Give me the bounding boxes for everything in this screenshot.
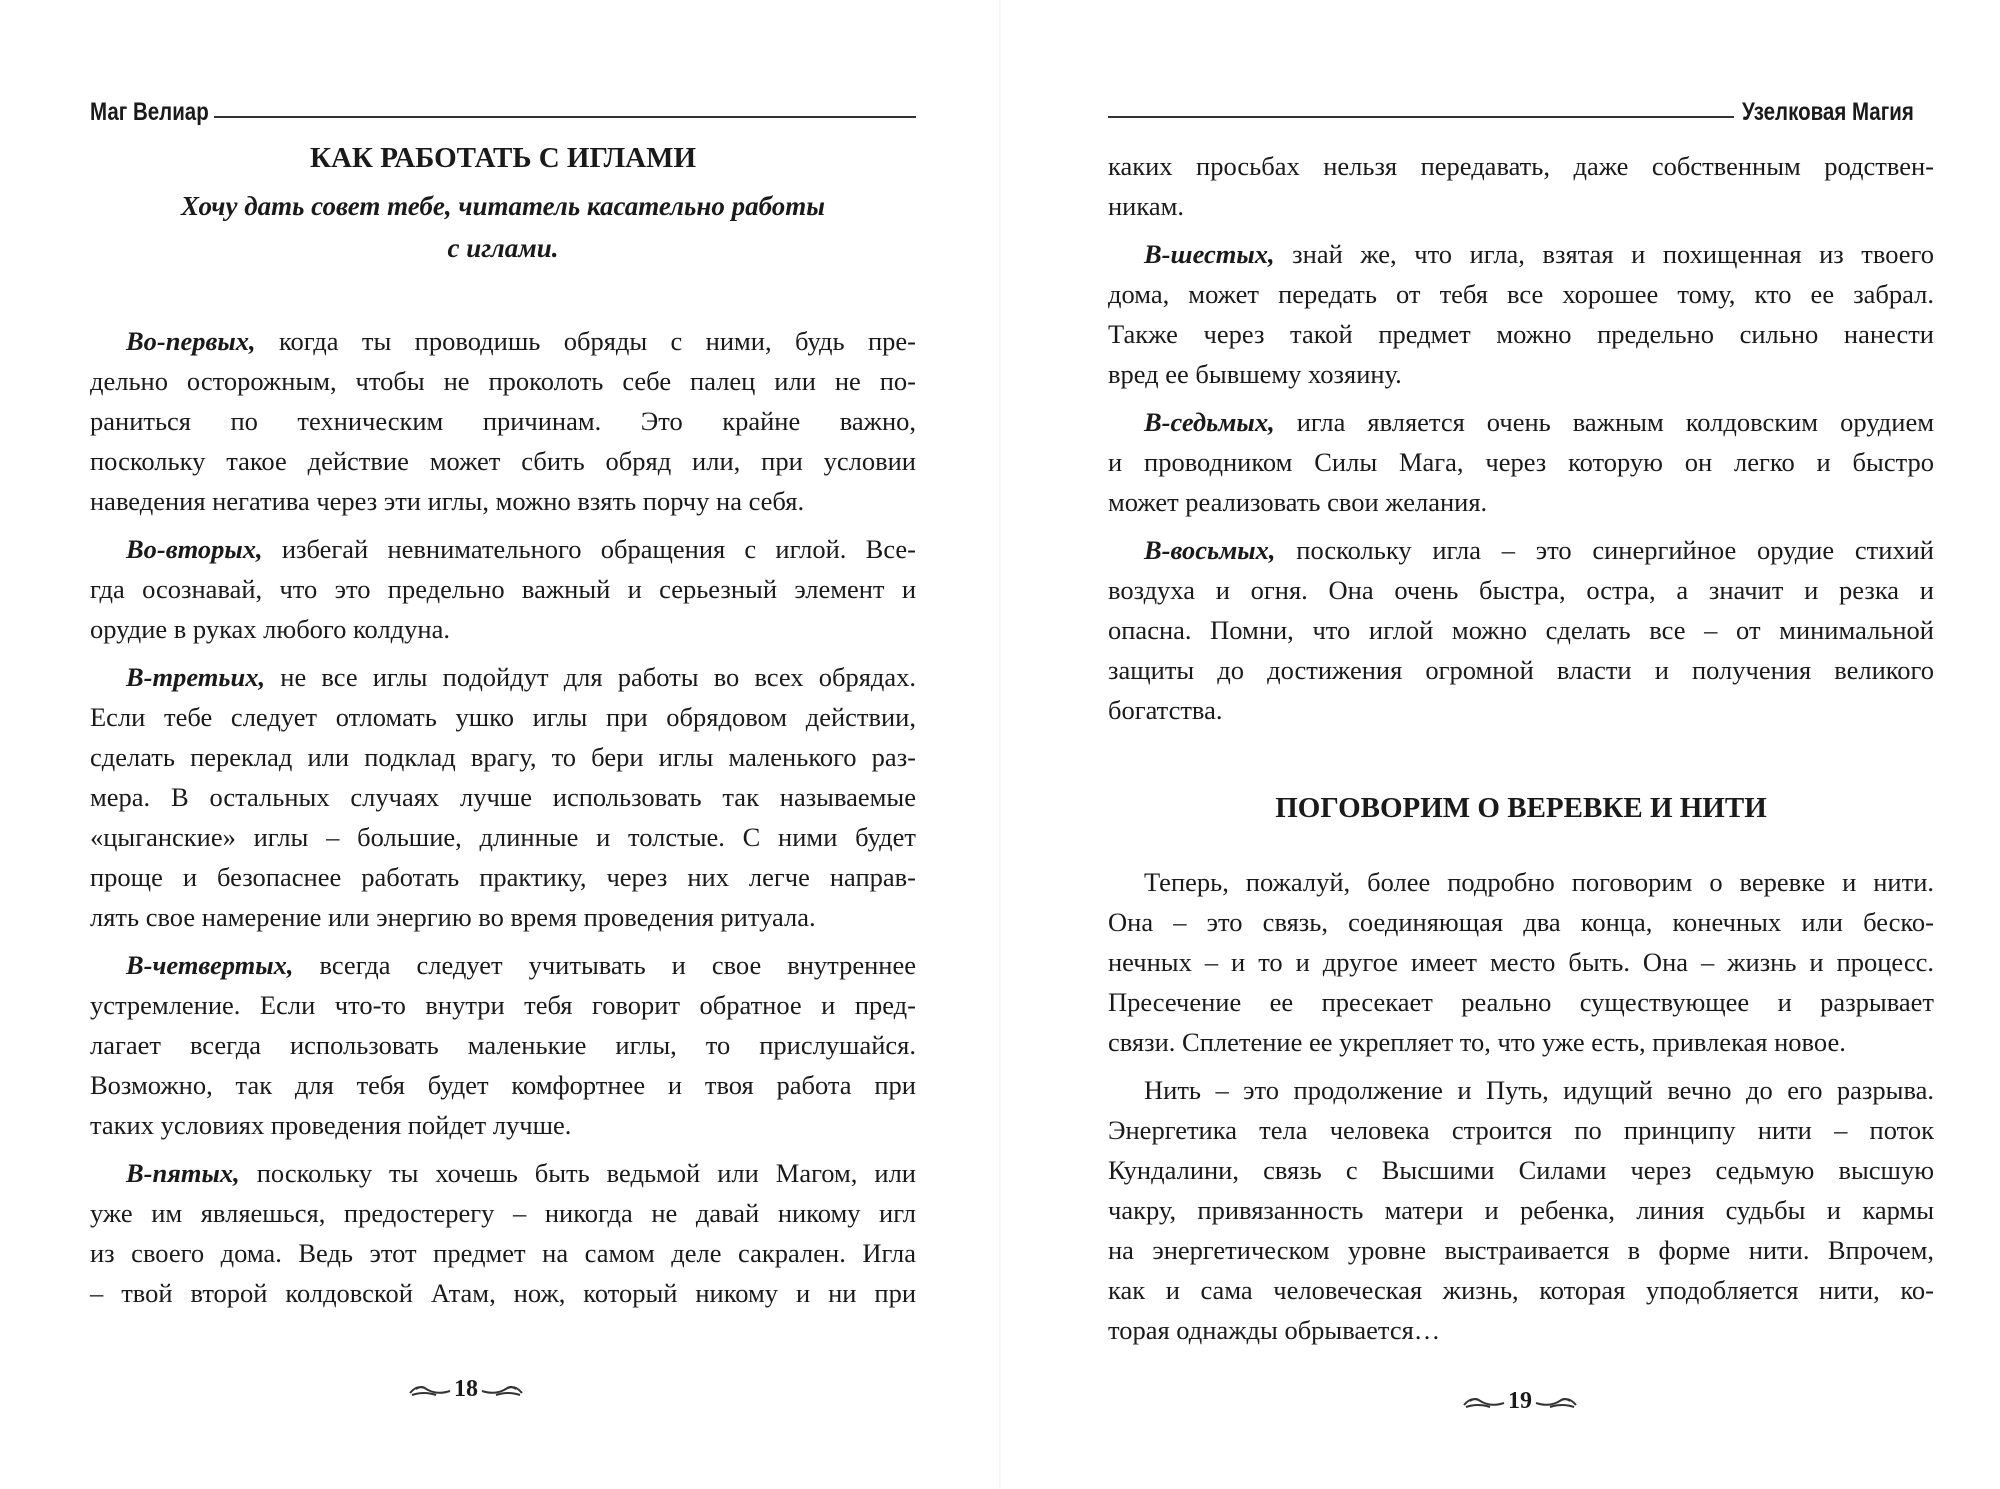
line-text: Если тебе следует отломать ушко иглы при обрядовом действии, — [90, 702, 916, 732]
ornament-icon — [1462, 1393, 1506, 1411]
text-line — [1108, 274, 1934, 314]
line-text: чакру, привязанность матери и ребенка, линия судьбы и кармы — [1108, 1195, 1934, 1225]
text-line — [90, 481, 916, 521]
paragraph — [90, 529, 916, 649]
text-line — [1108, 234, 1934, 274]
line-text: устремление. Если что-то внутри тебя говорит обратное и пред- — [90, 990, 916, 1020]
line-text: Она – это связь, соединяющая два конца, конечных или беско- — [1108, 907, 1934, 937]
text-line — [90, 697, 916, 737]
running-head-author: Маг Велиар — [90, 98, 209, 126]
line-text: дельно осторожным, чтобы не проколоть себе палец или не по- — [90, 366, 916, 396]
text-line — [1108, 186, 1934, 226]
line-text: уже им являешься, предостерегу – никогда не давай никому игл — [90, 1198, 916, 1228]
line-text: Кундалини, связь с Высшими Силами через седьмую высшую — [1108, 1155, 1934, 1185]
paragraph — [1108, 146, 1934, 226]
line-text: мера. В остальных случаях лучше использовать так называемые — [90, 782, 916, 812]
text-line — [1108, 942, 1934, 982]
text-line — [1108, 482, 1934, 522]
header-rule-right — [1108, 116, 1734, 118]
paragraph — [90, 657, 916, 937]
line-text: вред ее бывшему хозяину. — [1108, 359, 1402, 389]
paragraph — [90, 321, 916, 521]
line-text: раниться по техническим причинам. Это крайне важно, — [90, 406, 916, 436]
paragraph — [90, 945, 916, 1145]
text-line — [90, 1193, 916, 1233]
text-line — [1108, 530, 1934, 570]
paragraph-lead: В-восьмых, — [1144, 535, 1276, 565]
text-line — [90, 441, 916, 481]
chapter-title-needles: КАК РАБОТАТЬ С ИГЛАМИ — [309, 142, 697, 174]
ornament-icon — [480, 1381, 524, 1399]
line-text: поскольку игла – это синергийное орудие стихий — [1275, 535, 1934, 565]
line-text: Нить – это продолжение и Путь, идущий вечно до его разрыва. — [1144, 1075, 1934, 1105]
line-text: проще и безопаснее работать практику, через них легче направ- — [90, 862, 916, 892]
paragraph-lead: В-четвертых, — [126, 950, 294, 980]
text-line — [1108, 650, 1934, 690]
text-line — [90, 1273, 916, 1313]
page-number-left — [408, 1376, 524, 1403]
right-page-section-body — [1108, 862, 1934, 1358]
text-line — [1108, 902, 1934, 942]
ornament-icon — [1534, 1393, 1578, 1411]
text-line — [90, 777, 916, 817]
text-line — [90, 529, 916, 569]
running-head-book-title: Узелковая Магия — [1742, 98, 1914, 126]
line-text: дома, может передать от тебя все хорошее тому, кто ее забрал. — [1108, 279, 1934, 309]
text-line — [1108, 690, 1934, 730]
line-text: лять свое намерение или энергию во время проведения ритуала. — [90, 902, 816, 932]
text-line — [1108, 610, 1934, 650]
page-number-right — [1462, 1388, 1578, 1415]
text-line — [1108, 1190, 1934, 1230]
left-page-body — [90, 321, 916, 1321]
text-line — [1108, 314, 1934, 354]
text-line — [1108, 1150, 1934, 1190]
line-text: поскольку такое действие может сбить обряд или, при условии — [90, 446, 916, 476]
line-text: из своего дома. Ведь этот предмет на самом деле сакрален. Игла — [90, 1238, 916, 1268]
text-line — [90, 897, 916, 937]
page-number-text: 18 — [454, 1376, 478, 1402]
line-text: защиты до достижения огромной власти и получения великого — [1108, 655, 1934, 685]
text-line — [1108, 146, 1934, 186]
line-text: никам. — [1108, 191, 1184, 221]
line-text: не все иглы подойдут для работы во всех обрядах. — [265, 662, 916, 692]
text-line — [1108, 1310, 1934, 1350]
line-text: может реализовать свои желания. — [1108, 487, 1488, 517]
header-rule-left — [214, 116, 916, 118]
text-line — [90, 321, 916, 361]
text-line — [1108, 1110, 1934, 1150]
text-line — [1108, 1230, 1934, 1270]
line-text: таких условиях проведения пойдет лучше. — [90, 1110, 572, 1140]
line-text: воздуха и огня. Она очень быстра, остра, а значит и резка и — [1108, 575, 1934, 605]
text-line — [90, 1233, 916, 1273]
ornament-icon — [408, 1381, 452, 1399]
line-text: игла является очень важным колдовским орудием — [1274, 407, 1934, 437]
paragraph — [1108, 402, 1934, 522]
line-text: орудие в руках любого колдуна. — [90, 614, 450, 644]
text-line — [90, 817, 916, 857]
line-text: поскольку ты хочешь быть ведьмой или Магом, или — [239, 1158, 916, 1188]
paragraph — [1108, 530, 1934, 730]
chapter-subtitle — [90, 185, 916, 269]
line-text: «цыганские» иглы – большие, длинные и толстые. С ними будет — [90, 822, 916, 852]
text-line — [1108, 1022, 1934, 1062]
text-line — [90, 609, 916, 649]
text-line — [90, 1105, 916, 1145]
text-line — [1108, 1070, 1934, 1110]
line-text: когда ты проводишь обряды с ними, будь пре- — [255, 326, 916, 356]
text-line — [1108, 982, 1934, 1022]
text-line — [90, 569, 916, 609]
text-line — [1108, 1270, 1934, 1310]
line-text: всегда следует учитывать и свое внутреннее — [293, 950, 916, 980]
line-text: нечных – и то и другое имеет место быть. Она – жизнь и процесс. — [1108, 947, 1934, 977]
text-line — [1108, 442, 1934, 482]
line-text: каких просьбах нельзя передавать, даже собственным родствен- — [1108, 151, 1934, 181]
text-line — [90, 1065, 916, 1105]
line-text: лагает всегда использовать маленькие иглы, то прислушайся. — [90, 1030, 916, 1060]
line-text: – твой второй колдовской Атам, нож, который никому и ни при — [90, 1278, 916, 1308]
text-line — [90, 1025, 916, 1065]
line-text: наведения негатива через эти иглы, можно взять порчу на себя. — [90, 486, 805, 516]
paragraph — [1108, 1070, 1934, 1350]
text-line — [90, 985, 916, 1025]
paragraph-lead: В-пятых, — [126, 1158, 240, 1188]
subtitle-line: с иглами. — [447, 233, 559, 263]
text-line — [90, 737, 916, 777]
paragraph-lead: В-седьмых, — [1144, 407, 1275, 437]
subtitle-line: Хочу дать совет тебе, читатель касательно работы — [181, 191, 825, 221]
text-line — [1108, 862, 1934, 902]
text-line — [1108, 570, 1934, 610]
line-text: Теперь, пожалуй, более подробно поговорим о веревке и нити. — [1144, 867, 1934, 897]
paragraph-lead: В-шестых, — [1144, 239, 1275, 269]
line-text: сделать переклад или подклад врагу, то бери иглы маленького раз- — [90, 742, 916, 772]
text-line — [1108, 402, 1934, 442]
text-line — [90, 1153, 916, 1193]
line-text: богатства. — [1108, 695, 1223, 725]
page-number-text: 19 — [1508, 1388, 1532, 1414]
text-line — [90, 945, 916, 985]
paragraph-lead: В-третьих, — [126, 662, 266, 692]
right-page-body — [1108, 146, 1934, 738]
paragraph — [1108, 234, 1934, 394]
book-spine — [999, 0, 1001, 1489]
paragraph-lead: Во-первых, — [126, 326, 256, 356]
line-text: как и сама человеческая жизнь, которая уподобляется нити, ко- — [1108, 1275, 1934, 1305]
line-text: и проводником Силы Мага, через которую он легко и быстро — [1108, 447, 1934, 477]
text-line — [1108, 354, 1934, 394]
line-text: торая однажды обрывается… — [1108, 1315, 1441, 1345]
text-line — [90, 857, 916, 897]
line-text: избегай невнимательного обращения с иглой. Все- — [262, 534, 916, 564]
text-line — [90, 361, 916, 401]
line-text: знай же, что игла, взятая и похищенная из твоего — [1274, 239, 1934, 269]
line-text: Энергетика тела человека строится по принципу нити – поток — [1108, 1115, 1934, 1145]
paragraph-lead: Во-вторых, — [126, 534, 263, 564]
line-text: опасна. Помни, что иглой можно сделать все – от минимальной — [1108, 615, 1934, 645]
paragraph — [90, 1153, 916, 1313]
line-text: Возможно, так для тебя будет комфортнее и твоя работа при — [90, 1070, 916, 1100]
paragraph — [1108, 862, 1934, 1062]
line-text: Пресечение ее пресекает реально существующее и разрывает — [1108, 987, 1934, 1017]
line-text: на энергетическом уровне выстраивается в форме нити. Впрочем, — [1108, 1235, 1934, 1265]
line-text: гда осознавай, что это предельно важный и серьезный элемент и — [90, 574, 916, 604]
text-line — [90, 401, 916, 441]
text-line — [90, 657, 916, 697]
section-title-rope: ПОГОВОРИМ О ВЕРЕВКЕ И НИТИ — [1275, 792, 1767, 824]
line-text: Также через такой предмет можно предельно сильно нанести — [1108, 319, 1934, 349]
line-text: связи. Сплетение ее укрепляет то, что уже есть, привлекая новое. — [1108, 1027, 1846, 1057]
